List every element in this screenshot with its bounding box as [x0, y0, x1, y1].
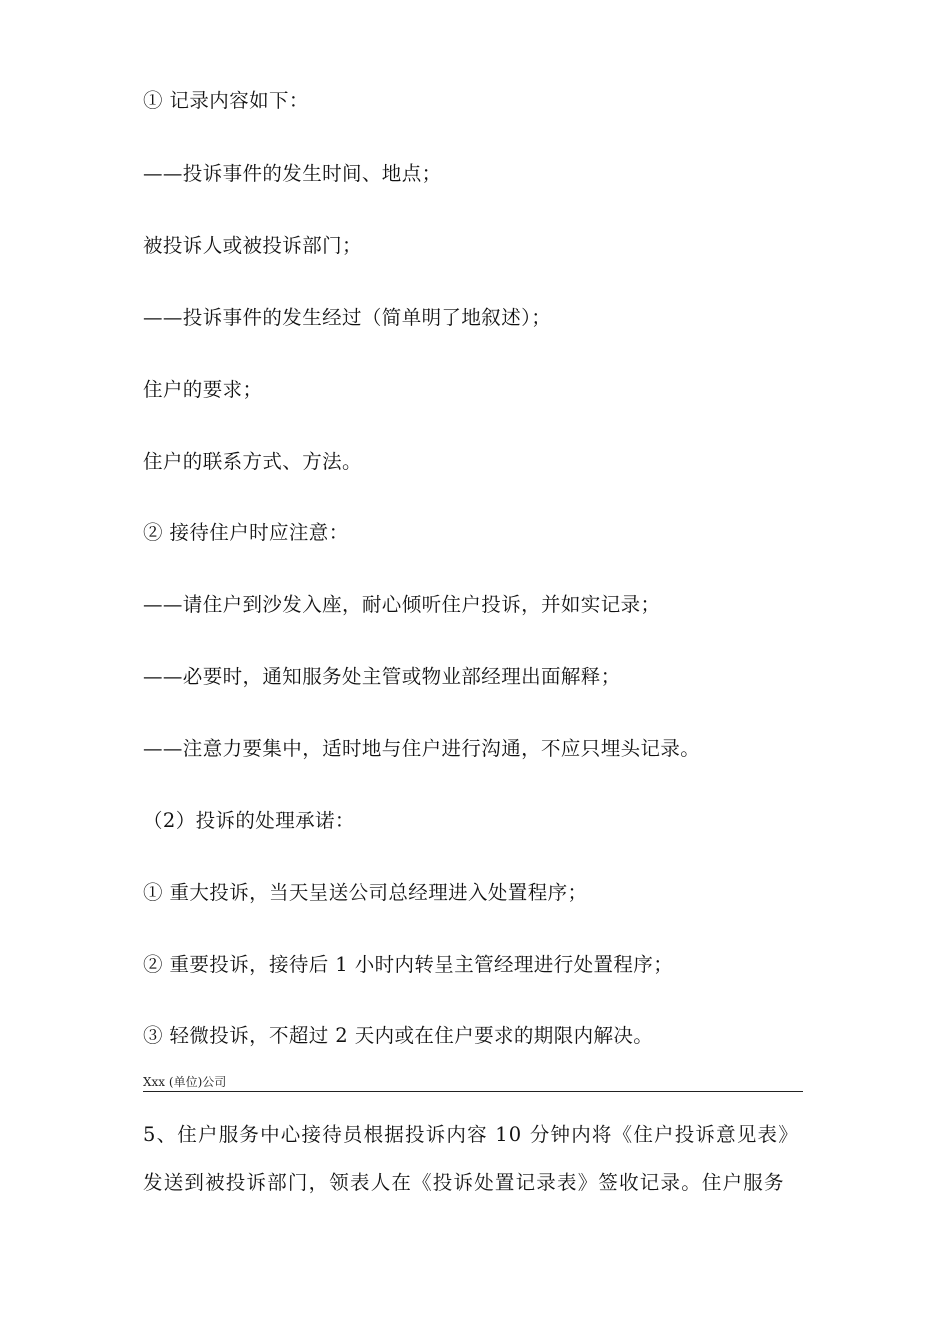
- text-line-major-complaint: ① 重大投诉，当天呈送公司总经理进入处置程序；: [143, 881, 588, 904]
- text-line-reception-notes: ② 接待住户时应注意：: [143, 521, 349, 544]
- text-line-minor-complaint: ③ 轻微投诉，不超过 2 天内或在住户要求的期限内解决。: [143, 1024, 654, 1047]
- text-line-event-process: ——投诉事件的发生经过（简单明了地叙述）；: [143, 306, 552, 329]
- text-line-handling-promise: （2）投诉的处理承诺：: [143, 809, 355, 832]
- text-line-contact-method: 住户的联系方式、方法。: [143, 450, 362, 473]
- footer-company-label: Xxx (单位)公司: [143, 1075, 227, 1089]
- text-line-time-place: ——投诉事件的发生时间、地点；: [143, 162, 442, 185]
- text-line-concentrate: ——注意力要集中，适时地与住户进行沟通，不应只埋头记录。: [143, 737, 701, 760]
- text-line-seat-resident: ——请住户到沙发入座，耐心倾听住户投诉，并如实记录；: [143, 593, 661, 616]
- text-line-record-content: ① 记录内容如下：: [143, 89, 309, 112]
- text-line-notify-manager: ——必要时，通知服务处主管或物业部经理出面解释；: [143, 665, 621, 688]
- text-line-respondent: 被投诉人或被投诉部门；: [143, 234, 362, 257]
- paragraph-line-1: 5、住户服务中心接待员根据投诉内容 10 分钟内将《住户投诉意见表》: [143, 1123, 799, 1146]
- text-line-resident-request: 住户的要求；: [143, 378, 263, 401]
- paragraph-line-2: 发送到被投诉部门，领表人在《投诉处置记录表》签收记录。住户服务: [143, 1171, 785, 1194]
- footer-divider: [143, 1091, 803, 1092]
- text-line-important-complaint: ② 重要投诉，接待后 1 小时内转呈主管经理进行处置程序；: [143, 953, 674, 976]
